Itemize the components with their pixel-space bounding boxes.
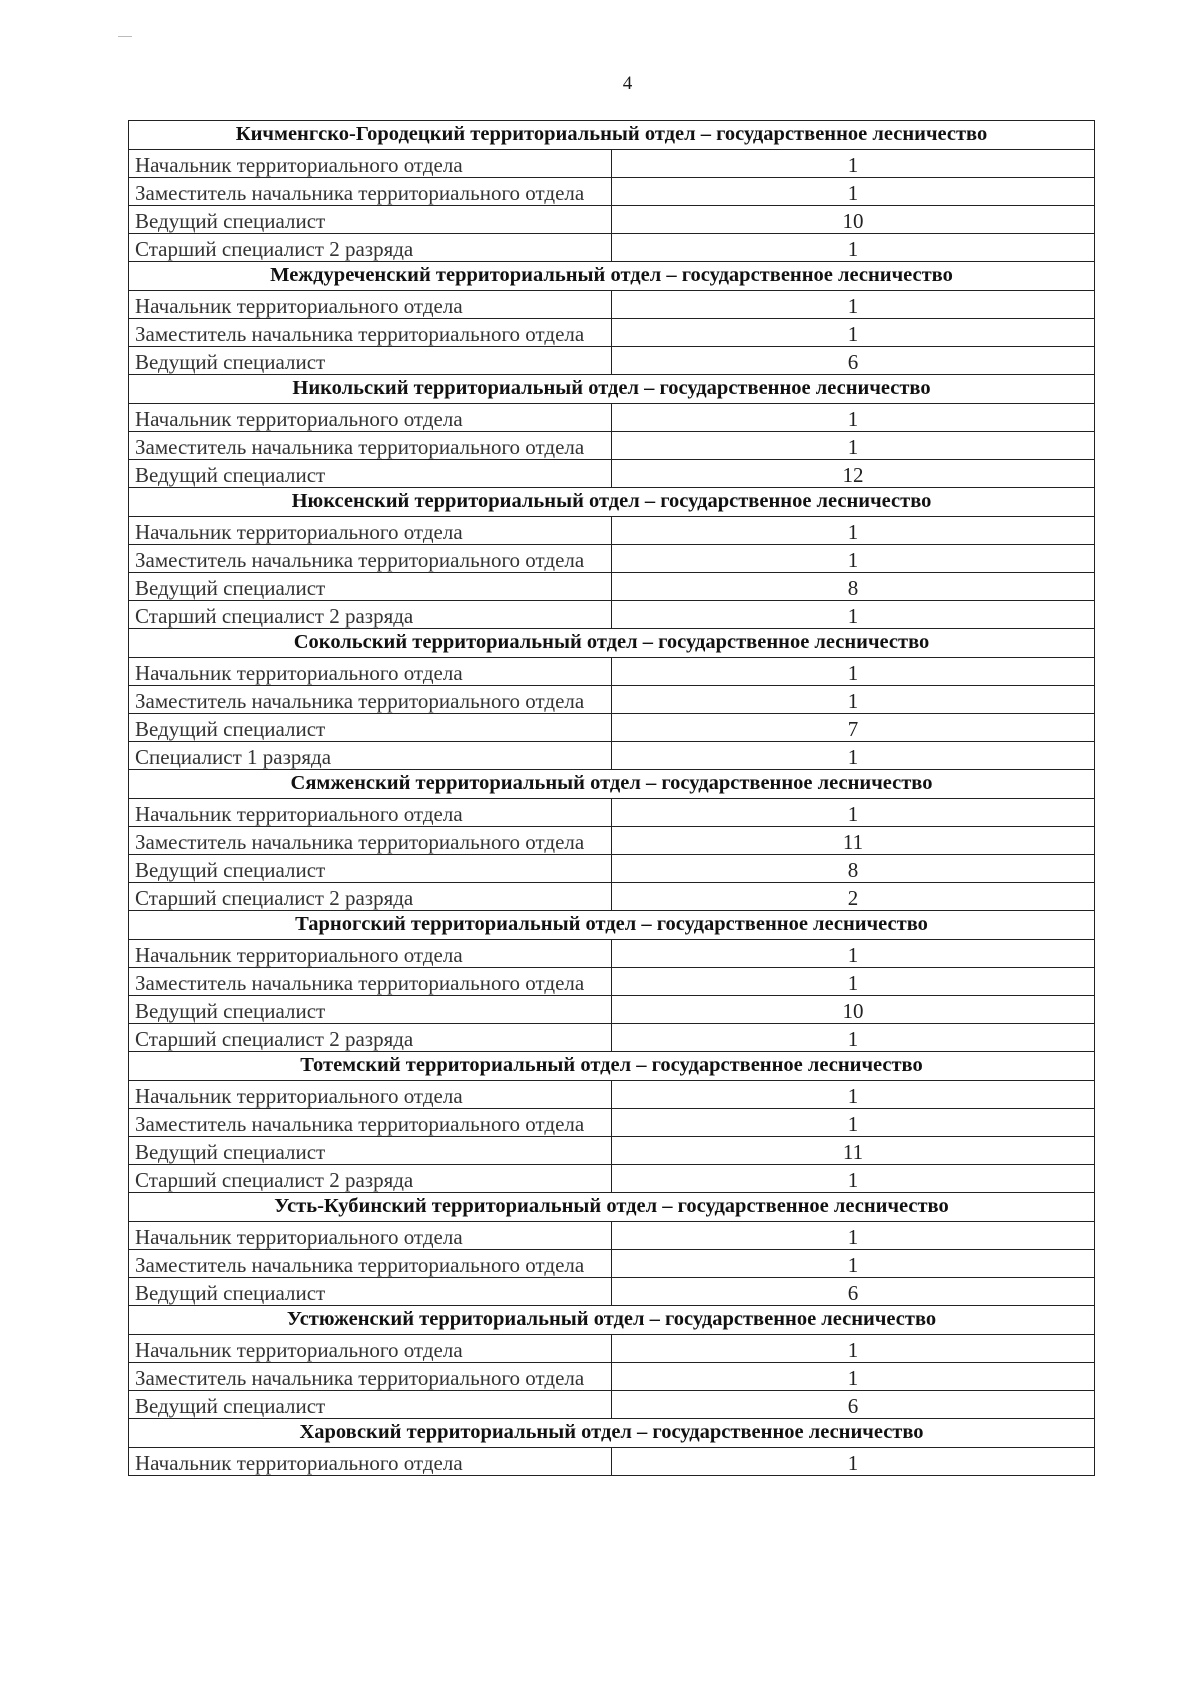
position-cell: Начальник территориального отдела xyxy=(129,1335,612,1363)
position-cell: Заместитель начальника территориального отдела xyxy=(129,319,612,347)
position-cell: Старший специалист 2 разряда xyxy=(129,601,612,629)
staff-count-cell: 6 xyxy=(612,347,1095,375)
staff-count-cell: 1 xyxy=(612,545,1095,573)
section-title: Харовский территориальный отдел – государственное лесничество xyxy=(129,1419,1095,1448)
scan-artifact-mark xyxy=(118,36,132,37)
section-title: Тотемский территориальный отдел – государственное лесничество xyxy=(129,1052,1095,1081)
staffing-table-body xyxy=(129,121,1095,1476)
staff-count-cell: 10 xyxy=(612,996,1095,1024)
table-row xyxy=(129,799,1095,827)
section-title: Устюженский территориальный отдел – государственное лесничество xyxy=(129,1306,1095,1335)
section-title: Междуреченский территориальный отдел – государственное лесничество xyxy=(129,262,1095,291)
section-header-row xyxy=(129,488,1095,517)
section-header-row xyxy=(129,1419,1095,1448)
staff-count-cell: 2 xyxy=(612,883,1095,911)
staffing-table xyxy=(128,120,1095,1476)
position-cell: Заместитель начальника территориального отдела xyxy=(129,968,612,996)
section-header-row xyxy=(129,121,1095,150)
staff-count-cell: 10 xyxy=(612,206,1095,234)
section-title: Сокольский территориальный отдел – государственное лесничество xyxy=(129,629,1095,658)
table-row xyxy=(129,686,1095,714)
position-cell: Старший специалист 2 разряда xyxy=(129,1024,612,1052)
position-cell: Заместитель начальника территориального отдела xyxy=(129,686,612,714)
position-cell: Заместитель начальника территориального отдела xyxy=(129,1109,612,1137)
position-cell: Заместитель начальника территориального отдела xyxy=(129,1363,612,1391)
table-row xyxy=(129,206,1095,234)
staff-count-cell: 1 xyxy=(612,1024,1095,1052)
table-row xyxy=(129,714,1095,742)
staff-count-cell: 1 xyxy=(612,968,1095,996)
table-row xyxy=(129,996,1095,1024)
staff-count-cell: 1 xyxy=(612,658,1095,686)
section-header-row xyxy=(129,1306,1095,1335)
position-cell: Старший специалист 2 разряда xyxy=(129,883,612,911)
position-cell: Ведущий специалист xyxy=(129,1391,612,1419)
staff-count-cell: 1 xyxy=(612,742,1095,770)
staff-count-cell: 1 xyxy=(612,234,1095,262)
table-row xyxy=(129,347,1095,375)
position-cell: Заместитель начальника территориального отдела xyxy=(129,545,612,573)
staff-count-cell: 11 xyxy=(612,1137,1095,1165)
staff-count-cell: 1 xyxy=(612,404,1095,432)
position-cell: Начальник территориального отдела xyxy=(129,1448,612,1476)
position-cell: Начальник территориального отдела xyxy=(129,1081,612,1109)
position-cell: Ведущий специалист xyxy=(129,206,612,234)
table-row xyxy=(129,545,1095,573)
section-title: Никольский территориальный отдел – государственное лесничество xyxy=(129,375,1095,404)
staff-count-cell: 8 xyxy=(612,855,1095,883)
table-row xyxy=(129,319,1095,347)
position-cell: Начальник территориального отдела xyxy=(129,658,612,686)
position-cell: Начальник территориального отдела xyxy=(129,517,612,545)
position-cell: Старший специалист 2 разряда xyxy=(129,1165,612,1193)
table-row xyxy=(129,573,1095,601)
table-row xyxy=(129,940,1095,968)
staff-count-cell: 1 xyxy=(612,1250,1095,1278)
position-cell: Специалист 1 разряда xyxy=(129,742,612,770)
position-cell: Ведущий специалист xyxy=(129,996,612,1024)
position-cell: Ведущий специалист xyxy=(129,573,612,601)
section-title: Сямженский территориальный отдел – государственное лесничество xyxy=(129,770,1095,799)
table-row xyxy=(129,1448,1095,1476)
position-cell: Ведущий специалист xyxy=(129,1278,612,1306)
position-cell: Заместитель начальника территориального отдела xyxy=(129,827,612,855)
table-row xyxy=(129,658,1095,686)
position-cell: Начальник территориального отдела xyxy=(129,404,612,432)
staff-count-cell: 1 xyxy=(612,1222,1095,1250)
position-cell: Начальник территориального отдела xyxy=(129,940,612,968)
position-cell: Старший специалист 2 разряда xyxy=(129,234,612,262)
staff-count-cell: 1 xyxy=(612,601,1095,629)
table-row xyxy=(129,827,1095,855)
staff-count-cell: 1 xyxy=(612,150,1095,178)
table-row xyxy=(129,968,1095,996)
section-header-row xyxy=(129,262,1095,291)
position-cell: Ведущий специалист xyxy=(129,347,612,375)
position-cell: Начальник территориального отдела xyxy=(129,291,612,319)
staff-count-cell: 1 xyxy=(612,940,1095,968)
table-row xyxy=(129,883,1095,911)
staff-count-cell: 1 xyxy=(612,1165,1095,1193)
section-header-row xyxy=(129,770,1095,799)
staff-count-cell: 1 xyxy=(612,1081,1095,1109)
section-header-row xyxy=(129,375,1095,404)
staff-count-cell: 8 xyxy=(612,573,1095,601)
table-row xyxy=(129,1335,1095,1363)
section-title: Тарногский территориальный отдел – государственное лесничество xyxy=(129,911,1095,940)
table-row xyxy=(129,1391,1095,1419)
staff-count-cell: 1 xyxy=(612,1363,1095,1391)
table-row xyxy=(129,291,1095,319)
staff-count-cell: 1 xyxy=(612,178,1095,206)
table-row xyxy=(129,601,1095,629)
section-header-row xyxy=(129,629,1095,658)
staff-count-cell: 6 xyxy=(612,1391,1095,1419)
table-row xyxy=(129,234,1095,262)
table-row xyxy=(129,1250,1095,1278)
position-cell: Ведущий специалист xyxy=(129,460,612,488)
staff-count-cell: 7 xyxy=(612,714,1095,742)
section-header-row xyxy=(129,1052,1095,1081)
position-cell: Заместитель начальника территориального отдела xyxy=(129,178,612,206)
position-cell: Начальник территориального отдела xyxy=(129,1222,612,1250)
position-cell: Ведущий специалист xyxy=(129,1137,612,1165)
table-row xyxy=(129,150,1095,178)
table-row xyxy=(129,742,1095,770)
staff-count-cell: 12 xyxy=(612,460,1095,488)
table-row xyxy=(129,1363,1095,1391)
table-row xyxy=(129,1137,1095,1165)
page-number: 4 xyxy=(622,73,633,94)
table-row xyxy=(129,1024,1095,1052)
section-title: Кичменгско-Городецкий территориальный отдел – государственное лесничество xyxy=(129,121,1095,150)
staff-count-cell: 1 xyxy=(612,517,1095,545)
staff-count-cell: 1 xyxy=(612,432,1095,460)
position-cell: Заместитель начальника территориального отдела xyxy=(129,432,612,460)
table-row xyxy=(129,855,1095,883)
staff-count-cell: 1 xyxy=(612,291,1095,319)
staff-count-cell: 1 xyxy=(612,1448,1095,1476)
staff-count-cell: 1 xyxy=(612,1109,1095,1137)
staff-count-cell: 1 xyxy=(612,1335,1095,1363)
table-row xyxy=(129,404,1095,432)
section-title: Усть-Кубинский территориальный отдел – государственное лесничество xyxy=(129,1193,1095,1222)
table-row xyxy=(129,1165,1095,1193)
position-cell: Заместитель начальника территориального отдела xyxy=(129,1250,612,1278)
position-cell: Начальник территориального отдела xyxy=(129,150,612,178)
table-row xyxy=(129,517,1095,545)
table-row xyxy=(129,1278,1095,1306)
staff-count-cell: 1 xyxy=(612,686,1095,714)
table-row xyxy=(129,178,1095,206)
section-header-row xyxy=(129,1193,1095,1222)
position-cell: Ведущий специалист xyxy=(129,714,612,742)
staff-count-cell: 6 xyxy=(612,1278,1095,1306)
staff-count-cell: 11 xyxy=(612,827,1095,855)
section-title: Нюксенский территориальный отдел – государственное лесничество xyxy=(129,488,1095,517)
section-header-row xyxy=(129,911,1095,940)
staff-count-cell: 1 xyxy=(612,319,1095,347)
position-cell: Начальник территориального отдела xyxy=(129,799,612,827)
table-row xyxy=(129,460,1095,488)
table-row xyxy=(129,1222,1095,1250)
table-row xyxy=(129,1109,1095,1137)
staff-count-cell: 1 xyxy=(612,799,1095,827)
position-cell: Ведущий специалист xyxy=(129,855,612,883)
table-row xyxy=(129,432,1095,460)
table-row xyxy=(129,1081,1095,1109)
